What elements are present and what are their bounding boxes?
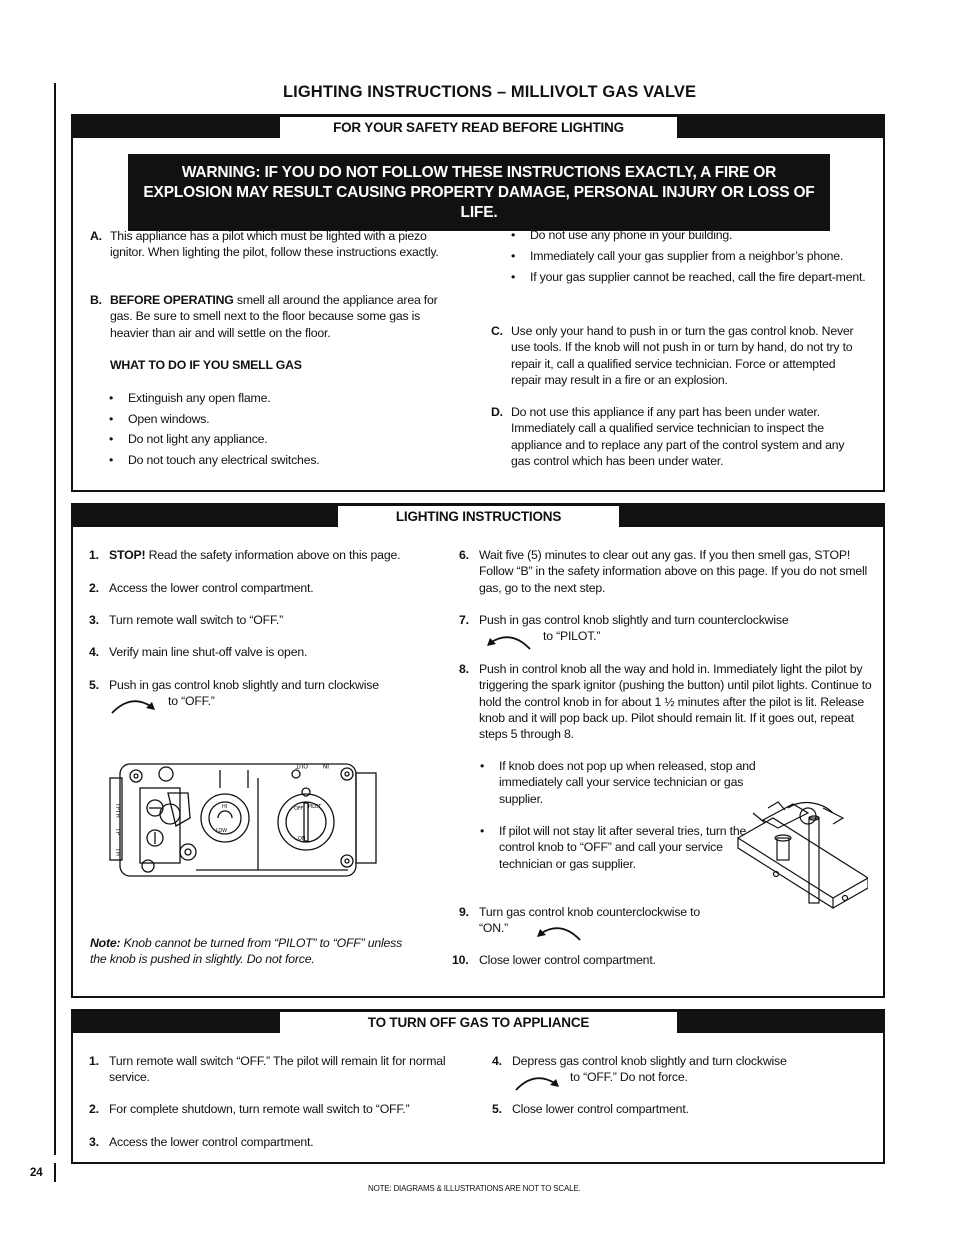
item-a-text: This appliance has a pilot which must be lighted with a piezo ignitor. When lighting the pilot, follow these instructions exactly. — [110, 229, 439, 260]
valve-label-hi: HI — [222, 804, 227, 810]
step-8-num: 8. — [459, 662, 469, 676]
lighting-section — [71, 503, 885, 998]
margin-rule-top — [54, 83, 56, 1155]
step-8-bullet: • If knob does not pop up when released, stop and immediately call your service technician or gas supplier. — [499, 758, 761, 807]
step-1-text — [109, 547, 439, 563]
smell-bullet: • Extinguish any open flame. — [128, 390, 270, 406]
smell-gas-heading: WHAT TO DO IF YOU SMELL GAS — [110, 358, 302, 372]
valve-label-low: LOW — [216, 828, 227, 834]
valve-label-out: OUT — [295, 762, 308, 769]
smell-bullet: • Do not light any appliance. — [128, 431, 268, 447]
scale-footnote: NOTE: DIAGRAMS & ILLUSTRATIONS ARE NOT TO SCALE. — [368, 1184, 581, 1193]
note-body: Knob cannot be turned from “PILOT” to “OFF” unless the knob is pushed in slightly. Do not force. — [90, 936, 403, 967]
valve-label-pilot: PILOT — [308, 804, 322, 810]
step-9-text: Turn gas control knob counterclockwise to “ON.” — [479, 905, 700, 936]
valve-label-on: ON — [298, 836, 306, 842]
phone-bullet: • Do not use any phone in your building. — [530, 227, 870, 243]
step-5-text: Push in gas control knob slightly and turn clockwise — [109, 678, 379, 692]
off-step-4-text: Depress gas control knob slightly and turn clockwise — [512, 1054, 787, 1068]
note-text — [90, 935, 420, 968]
valve-label-off: OFF — [294, 806, 304, 812]
item-b-text — [110, 292, 455, 341]
step-6-num: 6. — [459, 548, 469, 562]
off-step-3-text: Access the lower control compartment. — [109, 1135, 314, 1149]
margin-rule-bottom — [54, 1163, 56, 1182]
step-4-text: Verify main line shut-off valve is open. — [109, 645, 308, 659]
step-10-num: 10. — [452, 953, 469, 967]
step-2-num: 2. — [89, 581, 99, 595]
smell-bullet: • Open windows. — [128, 411, 209, 427]
clockwise-arrow-icon — [513, 1070, 563, 1092]
step-7-text: Push in gas control knob slightly and turn counterclockwise — [479, 613, 789, 627]
turnoff-section — [71, 1009, 885, 1164]
off-step-1-text: Turn remote wall switch “OFF.” The pilot will remain lit for normal service. — [109, 1054, 446, 1085]
step-7-after: to “PILOT.” — [543, 629, 601, 643]
step-1-body: Read the safety information above on this page. — [145, 548, 401, 562]
clockwise-arrow-icon — [109, 693, 159, 715]
smell-bullet: • Do not touch any electrical switches. — [128, 452, 320, 468]
step-6-text: Wait five (5) minutes to clear out any gas. If you then smell gas, STOP! Follow “B” in the safety information above on this page. If you do not smell gas, go to the next step. — [479, 548, 868, 595]
page-number: 24 — [30, 1167, 43, 1179]
item-a-label: A. — [90, 229, 102, 243]
item-c-label: C. — [491, 324, 503, 338]
item-b-label: B. — [90, 293, 102, 307]
item-d-text: Do not use this appliance if any part has been under water. Immediately call a qualified service technician to inspect the appliance and to replace any part of the control system and any gas control which has been under water. — [511, 405, 845, 468]
step-1-num: 1. — [89, 548, 99, 562]
off-step-4-num: 4. — [492, 1054, 502, 1068]
step-4-num: 4. — [89, 645, 99, 659]
item-b-body: smell all around the appliance area for gas. Be sure to smell next to the floor because some gas is heavier than air and will settle on the floor. — [110, 293, 438, 340]
off-step-1-num: 1. — [89, 1054, 99, 1068]
item-c-text: Use only your hand to push in or turn the gas control knob. Never use tools. If the knob will not push in or turn by hand, do not try to repair it, call a qualified service technician. Force or attempted repair may result in a fire or an explosion. — [511, 324, 854, 387]
step-1-bold: STOP! — [109, 548, 146, 562]
step-3-num: 3. — [89, 613, 99, 627]
note-label: Note: — [90, 936, 121, 950]
counterclockwise-arrow-icon — [483, 629, 533, 651]
step-2-text: Access the lower control compartment. — [109, 581, 314, 595]
step-5-num: 5. — [89, 678, 99, 692]
page-title: LIGHTING INSTRUCTIONS – MILLIVOLT GAS VALVE — [283, 83, 697, 101]
valve-label-tp: TP — [114, 828, 121, 835]
step-8-bullet: • If pilot will not stay lit after several tries, turn the control knob to “OFF” and call your service technician or gas supplier. — [499, 823, 761, 872]
off-step-2-num: 2. — [89, 1102, 99, 1116]
pilot-assembly-diagram — [733, 798, 868, 913]
step-5-after: to “OFF.” — [168, 694, 215, 708]
phone-bullet: • Immediately call your gas supplier from a neighbor’s phone. — [530, 248, 875, 264]
off-step-3-num: 3. — [89, 1135, 99, 1149]
step-8-text: Push in control knob all the way and hold in. Immediately light the pilot by triggering the spark ignitor (pushing the button) until pilot lights. Continue to hold the control knob in for about 1 ½ minutes after the pilot is lit. Release knob and it will pop back up. Pilot should remain lit. If it goes out, repeat steps 5 through 8. — [479, 662, 872, 742]
safety-section-title: FOR YOUR SAFETY READ BEFORE LIGHTING — [280, 117, 677, 138]
step-7-num: 7. — [459, 613, 469, 627]
warning-banner: WARNING: IF YOU DO NOT FOLLOW THESE INSTRUCTIONS EXACTLY, A FIRE OR EXPLOSION MAY RESULT CAUSING PROPERTY DAMAGE, PERSONAL INJURY OR LOSS OF LIFE. — [128, 154, 830, 231]
gas-valve-diagram — [108, 758, 380, 888]
phone-bullet: • If your gas supplier cannot be reached, call the fire depart-ment. — [530, 269, 870, 285]
off-step-4-after: to “OFF.” Do not force. — [570, 1070, 688, 1084]
step-10-text: Close lower control compartment. — [479, 953, 656, 967]
step-9-num: 9. — [459, 905, 469, 919]
valve-label-th: TH — [114, 848, 121, 856]
turnoff-section-title: TO TURN OFF GAS TO APPLIANCE — [280, 1012, 677, 1033]
item-b-bold: BEFORE OPERATING — [110, 293, 234, 307]
off-step-2-text: For complete shutdown, turn remote wall switch to “OFF.” — [109, 1102, 410, 1116]
item-d-label: D. — [491, 405, 503, 419]
off-step-5-text: Close lower control compartment. — [512, 1102, 689, 1116]
counterclockwise-arrow-icon — [533, 920, 583, 942]
lighting-section-title: LIGHTING INSTRUCTIONS — [338, 506, 619, 527]
off-step-5-num: 5. — [492, 1102, 502, 1116]
safety-section — [71, 114, 885, 492]
step-3-text: Turn remote wall switch to “OFF.” — [109, 613, 284, 627]
valve-label-in: IN — [323, 762, 329, 769]
valve-label-tpth: TPTH — [114, 803, 121, 818]
